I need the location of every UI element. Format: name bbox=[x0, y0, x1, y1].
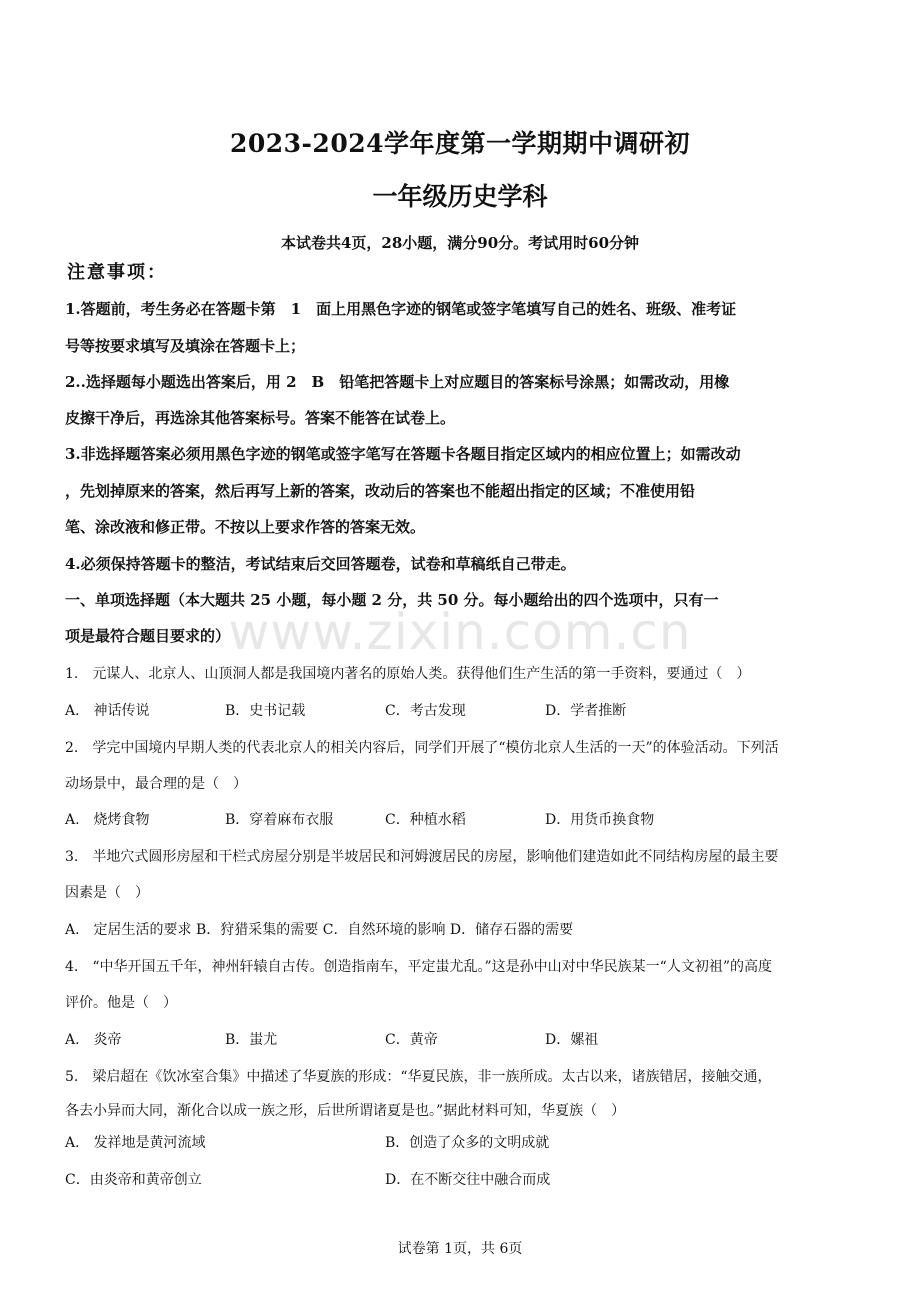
notice-heading: 注意事项： bbox=[67, 262, 167, 283]
question-2-stem: 2. 学完中国境内早期人类的代表北京人的相关内容后，同学们开展了“模仿北京人生活的一天”的体验活动。下列活 bbox=[65, 740, 779, 756]
notice-line: 笔、涂改液和修正带。不按以上要求作答的答案无效。 bbox=[65, 518, 426, 536]
question-5-option-c: C．由炎帝和黄帝创立 bbox=[65, 1172, 202, 1188]
question-4-stem: 4. “中华开国五千年，神州轩辕自古传。创造指南车，平定蚩尤乱。”这是孙中山对中华民族某一“人文初祖”的高度 bbox=[65, 959, 772, 975]
question-1-option-a: A. 神话传说 bbox=[65, 703, 150, 719]
question-1-stem: 1. 元谋人、北京人、山顶洞人都是我国境内著名的原始人类。获得他们生产生活的第一手资料，要通过（ ） bbox=[65, 666, 751, 682]
notice-line: 1.答题前，考生务必在答题卡第 1 面上用黑色字迹的钢笔或签字笔填写自己的姓名、班级、准考证 bbox=[65, 300, 737, 318]
question-4-option-d: D．嫘祖 bbox=[545, 1032, 599, 1048]
question-4-option-b: B．蚩尤 bbox=[225, 1032, 278, 1048]
question-3-stem: 3. 半地穴式圆形房屋和干栏式房屋分别是半坡居民和河姆渡居民的房屋，影响他们建造如此不同结构房屋的最主要 bbox=[65, 849, 779, 865]
question-5-option-a: A. 发祥地是黄河流域 bbox=[65, 1135, 206, 1151]
question-3-options: A. 定居生活的要求 B．狩猎采集的需要 C．自然环境的影响 D．储存石器的需要 bbox=[65, 922, 574, 938]
page-footer: 试卷第 1页，共 6页 bbox=[397, 1241, 523, 1257]
question-1-option-c: C．考古发现 bbox=[385, 703, 466, 719]
question-1-option-b: B．史书记载 bbox=[225, 703, 306, 719]
question-5-option-b: B．创造了众多的文明成就 bbox=[385, 1135, 550, 1151]
notice-line: 2..选择题每小题选出答案后，用 2 B 铅笔把答题卡上对应题目的答案标号涂黑；如需改动，用橡 bbox=[65, 373, 730, 391]
question-2-option-a: A. 烧烤食物 bbox=[65, 812, 150, 828]
question-4-stem-cont: 评价。他是（ ） bbox=[65, 995, 177, 1011]
question-5-stem-cont: 各去小异而大同，渐化合以成一族之形，后世所谓诸夏是也。”据此材料可知，华夏族（ ） bbox=[65, 1103, 626, 1119]
notice-line: 4.必须保持答题卡的整洁，考试结束后交回答题卷，试卷和草稿纸自己带走。 bbox=[65, 555, 576, 573]
exam-info: 本试卷共4页，28小题，满分90分。考试用时60分钟 bbox=[280, 234, 640, 252]
watermark: www.zixin.com.cn bbox=[228, 603, 692, 661]
section-heading-cont: 项是最符合题目要求的） bbox=[65, 627, 231, 645]
notice-line: 3.非选择题答案必须用黑色字迹的钢笔或签字笔写在答题卡各题目指定区域内的相应位置上；如需改动 bbox=[65, 445, 741, 463]
question-2-option-c: C．种植水稻 bbox=[385, 812, 466, 828]
question-2-option-b: B．穿着麻布衣服 bbox=[225, 812, 334, 828]
section-heading: 一、单项选择题（本大题共 25 小题，每小题 2 分，共 50 分。每小题给出的四个选项中，只有一 bbox=[65, 591, 719, 609]
question-5-option-d: D．在不断交往中融合而成 bbox=[385, 1172, 551, 1188]
question-4-option-c: C．黄帝 bbox=[385, 1032, 438, 1048]
notice-line: ，先划掉原来的答案，然后再写上新的答案，改动后的答案也不能超出指定的区域；不准使用铅 bbox=[65, 482, 696, 500]
question-2-stem-cont: 动场景中，最合理的是（ ） bbox=[65, 776, 247, 792]
question-4-option-a: A. 炎帝 bbox=[65, 1032, 122, 1048]
question-2-option-d: D．用货币换食物 bbox=[545, 812, 655, 828]
question-1-option-d: D．学者推断 bbox=[545, 703, 627, 719]
question-5-stem: 5. 梁启超在《饮冰室合集》中描述了华夏族的形成：“华夏民族，非一族所成。太古以来，诸族错居，接触交通， bbox=[65, 1069, 772, 1085]
exam-title: 2023-2024学年度第一学期期中调研初 bbox=[229, 129, 691, 158]
exam-subject: 一年级历史学科 bbox=[372, 182, 548, 211]
notice-line: 皮擦干净后，再选涂其他答案标号。答案不能答在试卷上。 bbox=[65, 409, 456, 427]
question-3-stem-cont: 因素是（ ） bbox=[65, 885, 149, 901]
notice-line: 号等按要求填写及填涂在答题卡上； bbox=[65, 337, 306, 355]
